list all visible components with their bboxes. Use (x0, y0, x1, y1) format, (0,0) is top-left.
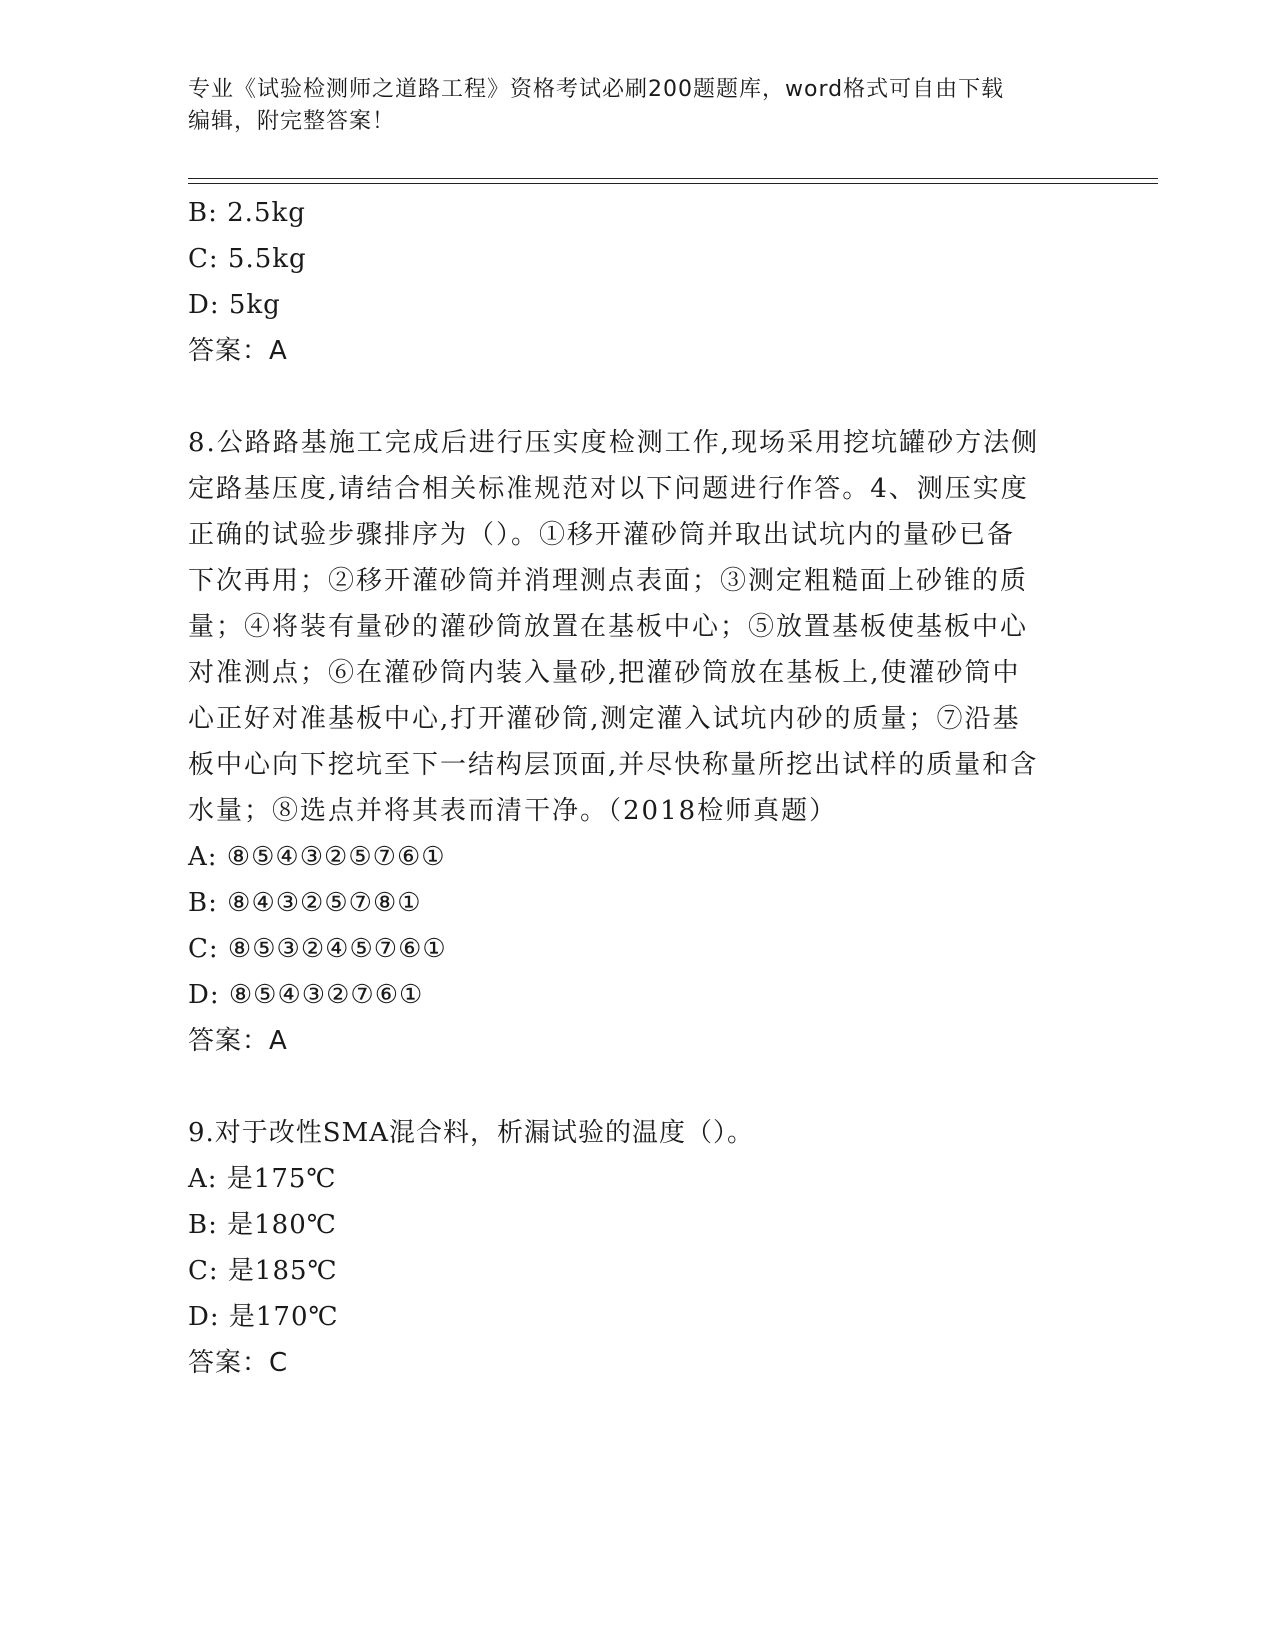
q8-option-c: C: ⑧⑤③②④⑤⑦⑥① (188, 934, 447, 964)
q7-answer: 答案：A (188, 336, 288, 366)
q8-question-line: 下次再用；②移开灌砂筒并消理测点表面；③测定粗糙面上砂锥的质 (188, 566, 1029, 596)
q7-option-b: B: 2.5kg (188, 198, 306, 228)
question-7-block (188, 190, 1088, 374)
q9-option-a: A: 是175℃ (188, 1164, 337, 1194)
page-header (188, 74, 1088, 138)
q8-question-line: 心正好对准基板中心,打开灌砂筒,测定灌入试坑内砂的质量；⑦沿基 (188, 704, 1021, 734)
header-rule-top (188, 178, 1158, 179)
q8-option-a: A: ⑧⑤④③②⑤⑦⑥① (188, 842, 446, 872)
header-line-2: 编辑，附完整答案！ (188, 109, 396, 134)
q8-question-line: 8.公路路基施工完成后进行压实度检测工作,现场采用挖坑罐砂方法侧 (188, 428, 1040, 458)
q8-question-line: 板中心向下挖坑至下一结构层顶面,并尽快称量所挖出试样的质量和含 (188, 750, 1039, 780)
spacer (188, 1064, 1088, 1110)
spacer (188, 374, 1088, 420)
q8-question-line: 对准测点；⑥在灌砂筒内装入量砂,把灌砂筒放在基板上,使灌砂筒中 (188, 658, 1021, 688)
q9-option-c: C: 是185℃ (188, 1256, 338, 1286)
q9-option-d: D: 是170℃ (188, 1302, 339, 1332)
q8-option-b: B: ⑧④③②⑤⑦⑧① (188, 888, 422, 918)
q8-question (188, 420, 1088, 834)
q8-question-line: 水量；⑧选点并将其表而清干净。（2018检师真题） (188, 796, 838, 826)
q8-question-line: 量；④将装有量砂的灌砂筒放置在基板中心；⑤放置基板使基板中心 (188, 612, 1029, 642)
q8-option-d: D: ⑧⑤④③②⑦⑥① (188, 980, 424, 1010)
header-rule-bottom (188, 183, 1158, 184)
q9-option-b: B: 是180℃ (188, 1210, 337, 1240)
q7-option-d: D: 5kg (188, 290, 281, 320)
q8-answer: 答案：A (188, 1026, 288, 1056)
q7-option-c: C: 5.5kg (188, 244, 307, 274)
q8-question-line: 正确的试验步骤排序为（）。①移开灌砂筒并取出试坑内的量砂已备 (188, 520, 1016, 550)
question-8-block (188, 420, 1088, 1064)
document-body (188, 190, 1088, 1386)
q9-question: 9.对于改性SMA混合料，析漏试验的温度（）。 (188, 1118, 755, 1148)
q8-question-line: 定路基压度,请结合相关标准规范对以下问题进行作答。4、测压实度 (188, 474, 1029, 504)
q9-answer: 答案：C (188, 1348, 289, 1378)
question-9-block (188, 1110, 1088, 1386)
header-line-1: 专业《试验检测师之道路工程》资格考试必刷200题题库，word格式可自由下载 (188, 77, 1005, 102)
